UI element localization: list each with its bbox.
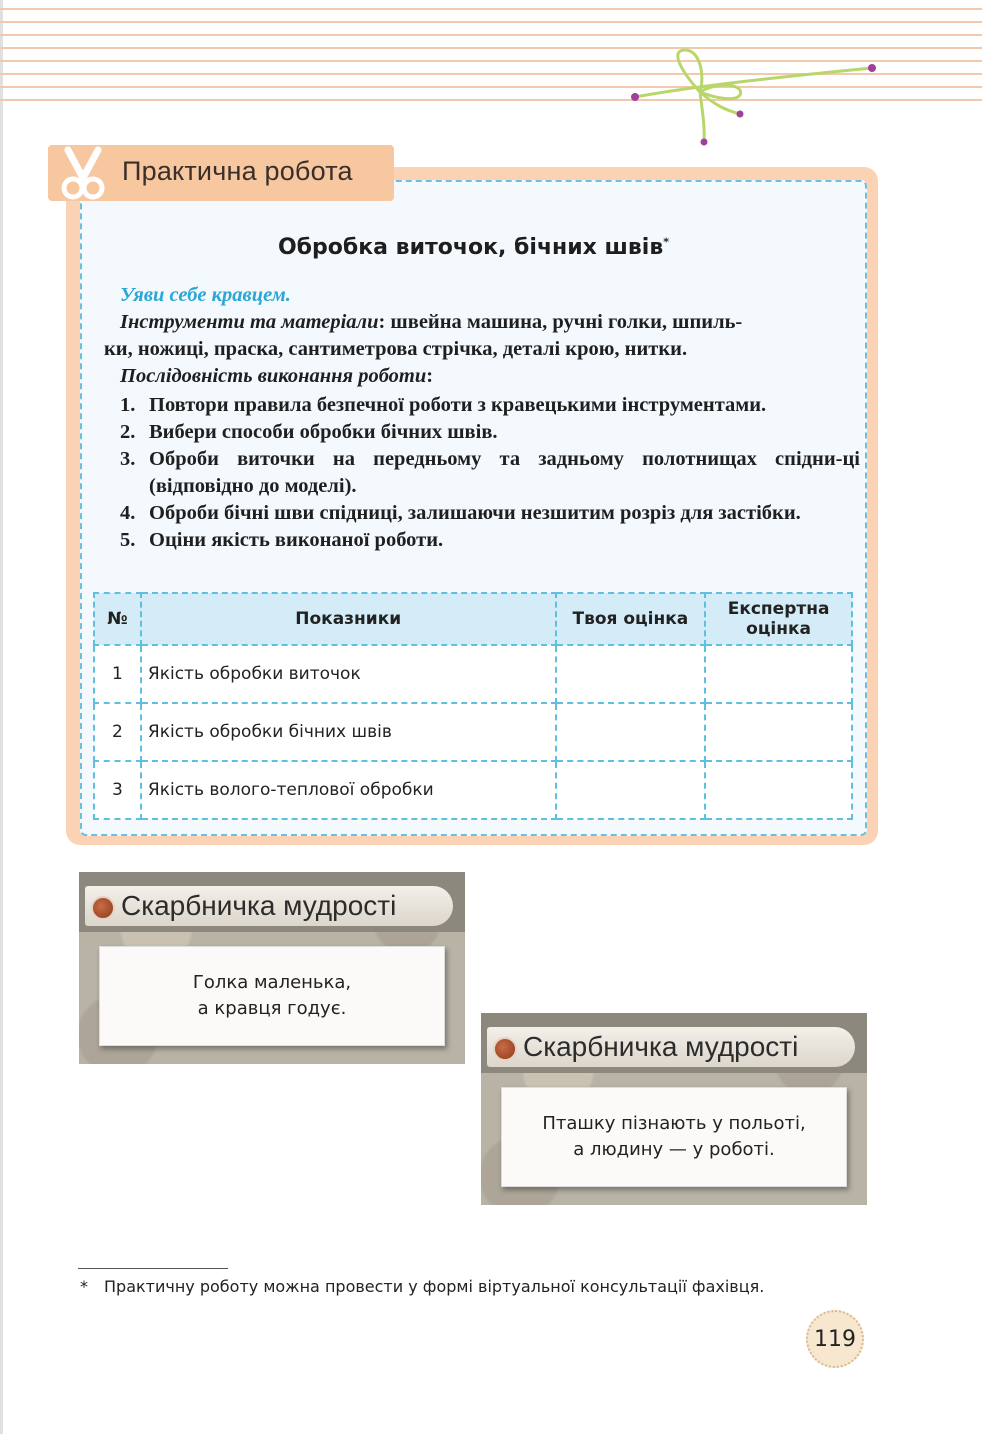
practical-work-label: Практична робота (122, 156, 353, 186)
col-header-num: № (94, 593, 141, 645)
proverb-line-2: а кравця годує. (197, 998, 347, 1019)
button-icon (493, 1037, 517, 1061)
steps-list (120, 392, 860, 554)
footnote-mark: * (663, 235, 670, 249)
row-number: 3 (94, 761, 141, 819)
proverb-line-1: Голка маленька, (192, 972, 352, 993)
proverb-line-1: Пташку пізнають у польоті, (542, 1113, 806, 1134)
own-score-cell[interactable] (556, 645, 706, 703)
tools-line-1: Інструменти та матеріали: швейна машина, ручні голки, шпиль- (120, 311, 743, 333)
table-row (94, 645, 852, 703)
col-header-indicators: Показники (141, 593, 556, 645)
list-item: 2. Вибери способи обробки бічних швів. (120, 421, 498, 443)
proverb-note (99, 946, 445, 1046)
row-number: 2 (94, 703, 141, 761)
list-item: 4. Оброби бічні шви спідниці, залишаючи незшитим розріз для застібки. (120, 502, 801, 524)
list-item: 1. Повтори правила безпечної роботи з кравецькими інструментами. (120, 394, 767, 416)
row-label: Якість волого-теплової обробки (141, 761, 556, 819)
list-item: 3. Оброби виточки на передньому та задньому полотнищах спідни-ці (відповідно до моделі). (120, 448, 860, 497)
table-header-row (94, 593, 852, 645)
wisdom-card-1 (79, 872, 465, 1064)
tools-line-2: ки, ножиці, праска, сантиметрова стрічка, деталі крою, нитки. (104, 338, 688, 360)
button-icon (91, 896, 115, 920)
card-title: Скарбничка мудрості (121, 890, 397, 921)
wisdom-card-2 (481, 1013, 867, 1205)
assessment-table (93, 592, 853, 820)
ribbon-bow-icon (620, 40, 890, 150)
tools-label: Інструменти та матеріали (120, 311, 379, 333)
table-row (94, 761, 852, 819)
expert-score-cell[interactable] (705, 703, 852, 761)
own-score-cell[interactable] (556, 703, 706, 761)
practical-work-title: Обробка виточок, бічних швів* (277, 235, 670, 260)
own-score-cell[interactable] (556, 761, 706, 819)
footnote-mark: * (80, 1277, 88, 1296)
sequence-heading: Послідовність виконання роботи: (120, 365, 434, 387)
table-row (94, 703, 852, 761)
footnote-divider (78, 1268, 228, 1269)
card-title: Скарбничка мудрості (523, 1031, 799, 1062)
proverb-line-2: а людину — у роботі. (573, 1139, 775, 1160)
page-left-edge (0, 0, 3, 1434)
scissors-icon (56, 144, 110, 204)
col-header-own-score: Твоя оцінка (556, 593, 706, 645)
intro-text: Уяви себе кравцем. (120, 284, 291, 306)
footnote-text: Практичну роботу можна провести у формі віртуальної консультації фахівця. (104, 1277, 765, 1296)
list-item: 5. Оціни якість виконаної роботи. (120, 529, 444, 551)
row-label: Якість обробки бічних швів (141, 703, 556, 761)
expert-score-cell[interactable] (705, 761, 852, 819)
proverb-note (501, 1087, 847, 1187)
row-number: 1 (94, 645, 141, 703)
row-label: Якість обробки виточок (141, 645, 556, 703)
expert-score-cell[interactable] (705, 645, 852, 703)
page-number: 119 (806, 1310, 864, 1368)
col-header-expert-score: Експертна оцінка (705, 593, 852, 645)
